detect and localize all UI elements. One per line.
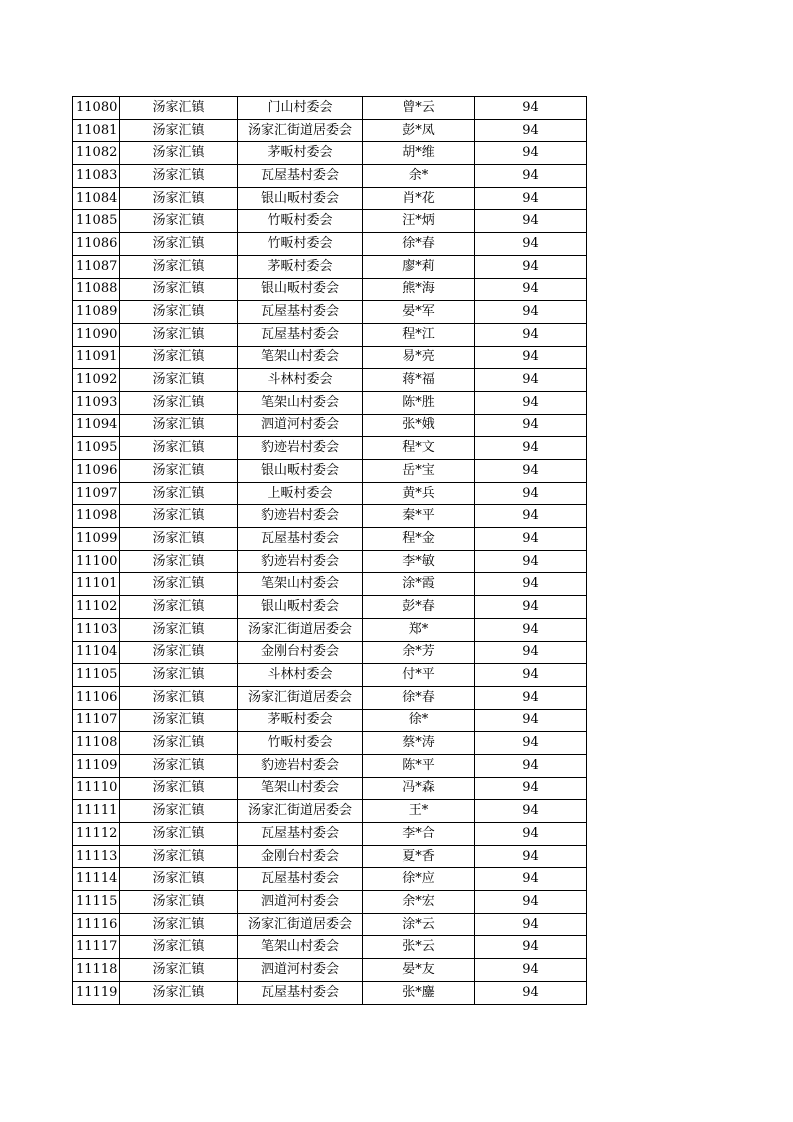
cell-village: 瓦屋基村委会 bbox=[238, 165, 363, 188]
cell-village: 瓦屋基村委会 bbox=[238, 823, 363, 846]
cell-village: 汤家汇街道居委会 bbox=[238, 119, 363, 142]
cell-id: 11093 bbox=[73, 391, 120, 414]
cell-name: 程*金 bbox=[363, 528, 475, 551]
cell-village: 笔架山村委会 bbox=[238, 936, 363, 959]
cell-id: 11089 bbox=[73, 301, 120, 324]
cell-name: 廖*莉 bbox=[363, 255, 475, 278]
cell-name: 夏*香 bbox=[363, 845, 475, 868]
cell-score: 94 bbox=[475, 573, 587, 596]
table-row bbox=[73, 255, 587, 278]
cell-town: 汤家汇镇 bbox=[120, 777, 238, 800]
cell-town: 汤家汇镇 bbox=[120, 664, 238, 687]
cell-name: 涂*云 bbox=[363, 913, 475, 936]
table-row bbox=[73, 187, 587, 210]
cell-id: 11109 bbox=[73, 754, 120, 777]
cell-score: 94 bbox=[475, 868, 587, 891]
cell-score: 94 bbox=[475, 664, 587, 687]
cell-id: 11095 bbox=[73, 437, 120, 460]
cell-score: 94 bbox=[475, 754, 587, 777]
cell-village: 金刚台村委会 bbox=[238, 845, 363, 868]
table-row bbox=[73, 959, 587, 982]
cell-village: 瓦屋基村委会 bbox=[238, 528, 363, 551]
table-row bbox=[73, 913, 587, 936]
cell-score: 94 bbox=[475, 936, 587, 959]
cell-village: 斗林村委会 bbox=[238, 664, 363, 687]
table-row bbox=[73, 891, 587, 914]
cell-name: 彭*凤 bbox=[363, 119, 475, 142]
cell-town: 汤家汇镇 bbox=[120, 913, 238, 936]
cell-score: 94 bbox=[475, 891, 587, 914]
table-body bbox=[73, 97, 587, 1005]
cell-village: 上畈村委会 bbox=[238, 482, 363, 505]
cell-score: 94 bbox=[475, 460, 587, 483]
cell-id: 11104 bbox=[73, 641, 120, 664]
cell-name: 陈*平 bbox=[363, 754, 475, 777]
cell-village: 瓦屋基村委会 bbox=[238, 301, 363, 324]
cell-id: 11092 bbox=[73, 369, 120, 392]
cell-name: 岳*宝 bbox=[363, 460, 475, 483]
cell-name: 徐* bbox=[363, 709, 475, 732]
cell-id: 11108 bbox=[73, 732, 120, 755]
cell-name: 汪*炳 bbox=[363, 210, 475, 233]
cell-name: 涂*霞 bbox=[363, 573, 475, 596]
cell-name: 程*江 bbox=[363, 323, 475, 346]
table-row bbox=[73, 664, 587, 687]
cell-id: 11103 bbox=[73, 618, 120, 641]
cell-score: 94 bbox=[475, 641, 587, 664]
cell-name: 晏*友 bbox=[363, 959, 475, 982]
table-row bbox=[73, 391, 587, 414]
table-row bbox=[73, 437, 587, 460]
cell-id: 11118 bbox=[73, 959, 120, 982]
cell-village: 瓦屋基村委会 bbox=[238, 981, 363, 1004]
table-row bbox=[73, 573, 587, 596]
cell-score: 94 bbox=[475, 913, 587, 936]
cell-village: 竹畈村委会 bbox=[238, 233, 363, 256]
table-row bbox=[73, 346, 587, 369]
cell-village: 笔架山村委会 bbox=[238, 391, 363, 414]
cell-village: 银山畈村委会 bbox=[238, 596, 363, 619]
cell-id: 11116 bbox=[73, 913, 120, 936]
cell-village: 豹迹岩村委会 bbox=[238, 505, 363, 528]
cell-score: 94 bbox=[475, 528, 587, 551]
cell-town: 汤家汇镇 bbox=[120, 936, 238, 959]
cell-town: 汤家汇镇 bbox=[120, 709, 238, 732]
cell-score: 94 bbox=[475, 550, 587, 573]
document-page bbox=[72, 96, 587, 1005]
cell-village: 茅畈村委会 bbox=[238, 142, 363, 165]
table-row bbox=[73, 981, 587, 1004]
table-row bbox=[73, 732, 587, 755]
cell-village: 汤家汇街道居委会 bbox=[238, 800, 363, 823]
cell-village: 笔架山村委会 bbox=[238, 777, 363, 800]
table-row bbox=[73, 165, 587, 188]
cell-village: 泗道河村委会 bbox=[238, 959, 363, 982]
cell-town: 汤家汇镇 bbox=[120, 233, 238, 256]
cell-name: 黄*兵 bbox=[363, 482, 475, 505]
table-row bbox=[73, 618, 587, 641]
cell-town: 汤家汇镇 bbox=[120, 278, 238, 301]
cell-village: 豹迹岩村委会 bbox=[238, 437, 363, 460]
cell-town: 汤家汇镇 bbox=[120, 959, 238, 982]
cell-score: 94 bbox=[475, 709, 587, 732]
cell-name: 张*鏖 bbox=[363, 981, 475, 1004]
cell-id: 11114 bbox=[73, 868, 120, 891]
cell-town: 汤家汇镇 bbox=[120, 369, 238, 392]
cell-town: 汤家汇镇 bbox=[120, 868, 238, 891]
cell-town: 汤家汇镇 bbox=[120, 119, 238, 142]
cell-town: 汤家汇镇 bbox=[120, 596, 238, 619]
table-row bbox=[73, 777, 587, 800]
cell-score: 94 bbox=[475, 142, 587, 165]
cell-id: 11105 bbox=[73, 664, 120, 687]
table-row bbox=[73, 369, 587, 392]
cell-id: 11119 bbox=[73, 981, 120, 1004]
cell-name: 李*合 bbox=[363, 823, 475, 846]
table-row bbox=[73, 641, 587, 664]
cell-id: 11097 bbox=[73, 482, 120, 505]
cell-village: 门山村委会 bbox=[238, 97, 363, 120]
cell-town: 汤家汇镇 bbox=[120, 142, 238, 165]
cell-name: 张*云 bbox=[363, 936, 475, 959]
cell-score: 94 bbox=[475, 346, 587, 369]
cell-town: 汤家汇镇 bbox=[120, 686, 238, 709]
cell-town: 汤家汇镇 bbox=[120, 981, 238, 1004]
cell-score: 94 bbox=[475, 97, 587, 120]
cell-score: 94 bbox=[475, 823, 587, 846]
cell-name: 王* bbox=[363, 800, 475, 823]
cell-village: 笔架山村委会 bbox=[238, 346, 363, 369]
cell-id: 11113 bbox=[73, 845, 120, 868]
cell-village: 泗道河村委会 bbox=[238, 414, 363, 437]
cell-score: 94 bbox=[475, 732, 587, 755]
cell-name: 张*娥 bbox=[363, 414, 475, 437]
cell-score: 94 bbox=[475, 686, 587, 709]
cell-town: 汤家汇镇 bbox=[120, 573, 238, 596]
cell-score: 94 bbox=[475, 210, 587, 233]
cell-id: 11111 bbox=[73, 800, 120, 823]
cell-score: 94 bbox=[475, 301, 587, 324]
cell-score: 94 bbox=[475, 800, 587, 823]
cell-id: 11087 bbox=[73, 255, 120, 278]
cell-name: 徐*应 bbox=[363, 868, 475, 891]
cell-name: 徐*春 bbox=[363, 233, 475, 256]
cell-town: 汤家汇镇 bbox=[120, 732, 238, 755]
cell-id: 11091 bbox=[73, 346, 120, 369]
cell-score: 94 bbox=[475, 596, 587, 619]
cell-village: 豹迹岩村委会 bbox=[238, 754, 363, 777]
cell-town: 汤家汇镇 bbox=[120, 482, 238, 505]
cell-village: 银山畈村委会 bbox=[238, 460, 363, 483]
cell-id: 11080 bbox=[73, 97, 120, 120]
cell-score: 94 bbox=[475, 323, 587, 346]
cell-id: 11117 bbox=[73, 936, 120, 959]
table-row bbox=[73, 414, 587, 437]
cell-score: 94 bbox=[475, 981, 587, 1004]
table-row bbox=[73, 301, 587, 324]
cell-score: 94 bbox=[475, 119, 587, 142]
cell-score: 94 bbox=[475, 391, 587, 414]
cell-id: 11083 bbox=[73, 165, 120, 188]
table-row bbox=[73, 278, 587, 301]
cell-score: 94 bbox=[475, 845, 587, 868]
table-row bbox=[73, 709, 587, 732]
table-row bbox=[73, 460, 587, 483]
cell-score: 94 bbox=[475, 233, 587, 256]
table-row bbox=[73, 210, 587, 233]
cell-village: 汤家汇街道居委会 bbox=[238, 618, 363, 641]
data-table bbox=[72, 96, 587, 1005]
cell-id: 11098 bbox=[73, 505, 120, 528]
cell-name: 程*文 bbox=[363, 437, 475, 460]
table-row bbox=[73, 868, 587, 891]
cell-id: 11096 bbox=[73, 460, 120, 483]
cell-village: 泗道河村委会 bbox=[238, 891, 363, 914]
cell-village: 汤家汇街道居委会 bbox=[238, 913, 363, 936]
cell-village: 银山畈村委会 bbox=[238, 187, 363, 210]
cell-town: 汤家汇镇 bbox=[120, 301, 238, 324]
cell-id: 11088 bbox=[73, 278, 120, 301]
cell-name: 熊*海 bbox=[363, 278, 475, 301]
cell-name: 蒋*福 bbox=[363, 369, 475, 392]
cell-town: 汤家汇镇 bbox=[120, 165, 238, 188]
cell-score: 94 bbox=[475, 414, 587, 437]
cell-id: 11086 bbox=[73, 233, 120, 256]
cell-town: 汤家汇镇 bbox=[120, 346, 238, 369]
cell-town: 汤家汇镇 bbox=[120, 391, 238, 414]
cell-score: 94 bbox=[475, 482, 587, 505]
cell-town: 汤家汇镇 bbox=[120, 323, 238, 346]
cell-score: 94 bbox=[475, 165, 587, 188]
cell-village: 笔架山村委会 bbox=[238, 573, 363, 596]
cell-name: 蔡*涛 bbox=[363, 732, 475, 755]
cell-town: 汤家汇镇 bbox=[120, 823, 238, 846]
cell-town: 汤家汇镇 bbox=[120, 550, 238, 573]
cell-score: 94 bbox=[475, 777, 587, 800]
table-row bbox=[73, 233, 587, 256]
cell-id: 11082 bbox=[73, 142, 120, 165]
cell-town: 汤家汇镇 bbox=[120, 800, 238, 823]
cell-name: 余*芳 bbox=[363, 641, 475, 664]
table-row bbox=[73, 754, 587, 777]
table-row bbox=[73, 936, 587, 959]
cell-village: 银山畈村委会 bbox=[238, 278, 363, 301]
cell-town: 汤家汇镇 bbox=[120, 255, 238, 278]
cell-town: 汤家汇镇 bbox=[120, 528, 238, 551]
cell-town: 汤家汇镇 bbox=[120, 845, 238, 868]
cell-id: 11099 bbox=[73, 528, 120, 551]
cell-village: 豹迹岩村委会 bbox=[238, 550, 363, 573]
cell-score: 94 bbox=[475, 437, 587, 460]
cell-id: 11106 bbox=[73, 686, 120, 709]
cell-score: 94 bbox=[475, 278, 587, 301]
table-row bbox=[73, 550, 587, 573]
cell-id: 11112 bbox=[73, 823, 120, 846]
table-row bbox=[73, 800, 587, 823]
cell-town: 汤家汇镇 bbox=[120, 414, 238, 437]
cell-town: 汤家汇镇 bbox=[120, 891, 238, 914]
cell-name: 徐*春 bbox=[363, 686, 475, 709]
cell-id: 11115 bbox=[73, 891, 120, 914]
cell-name: 晏*军 bbox=[363, 301, 475, 324]
table-row bbox=[73, 823, 587, 846]
cell-id: 11101 bbox=[73, 573, 120, 596]
table-row bbox=[73, 142, 587, 165]
cell-score: 94 bbox=[475, 255, 587, 278]
cell-town: 汤家汇镇 bbox=[120, 187, 238, 210]
cell-id: 11081 bbox=[73, 119, 120, 142]
cell-village: 竹畈村委会 bbox=[238, 732, 363, 755]
table-row bbox=[73, 119, 587, 142]
cell-town: 汤家汇镇 bbox=[120, 618, 238, 641]
cell-name: 曾*云 bbox=[363, 97, 475, 120]
cell-id: 11085 bbox=[73, 210, 120, 233]
cell-name: 陈*胜 bbox=[363, 391, 475, 414]
cell-town: 汤家汇镇 bbox=[120, 754, 238, 777]
cell-name: 付*平 bbox=[363, 664, 475, 687]
cell-name: 肖*花 bbox=[363, 187, 475, 210]
cell-score: 94 bbox=[475, 187, 587, 210]
cell-village: 茅畈村委会 bbox=[238, 709, 363, 732]
cell-town: 汤家汇镇 bbox=[120, 437, 238, 460]
cell-score: 94 bbox=[475, 369, 587, 392]
cell-id: 11090 bbox=[73, 323, 120, 346]
cell-id: 11107 bbox=[73, 709, 120, 732]
cell-village: 斗林村委会 bbox=[238, 369, 363, 392]
cell-name: 冯*森 bbox=[363, 777, 475, 800]
cell-town: 汤家汇镇 bbox=[120, 210, 238, 233]
table-row bbox=[73, 323, 587, 346]
cell-village: 金刚台村委会 bbox=[238, 641, 363, 664]
table-row bbox=[73, 686, 587, 709]
cell-village: 瓦屋基村委会 bbox=[238, 323, 363, 346]
cell-village: 瓦屋基村委会 bbox=[238, 868, 363, 891]
table-row bbox=[73, 596, 587, 619]
cell-village: 汤家汇街道居委会 bbox=[238, 686, 363, 709]
table-row bbox=[73, 505, 587, 528]
cell-id: 11100 bbox=[73, 550, 120, 573]
cell-village: 茅畈村委会 bbox=[238, 255, 363, 278]
cell-score: 94 bbox=[475, 505, 587, 528]
cell-town: 汤家汇镇 bbox=[120, 97, 238, 120]
cell-name: 彭*春 bbox=[363, 596, 475, 619]
cell-town: 汤家汇镇 bbox=[120, 641, 238, 664]
cell-village: 竹畈村委会 bbox=[238, 210, 363, 233]
cell-name: 秦*平 bbox=[363, 505, 475, 528]
table-row bbox=[73, 845, 587, 868]
cell-name: 余*宏 bbox=[363, 891, 475, 914]
cell-town: 汤家汇镇 bbox=[120, 505, 238, 528]
cell-name: 郑* bbox=[363, 618, 475, 641]
cell-id: 11102 bbox=[73, 596, 120, 619]
cell-score: 94 bbox=[475, 959, 587, 982]
cell-id: 11110 bbox=[73, 777, 120, 800]
table-row bbox=[73, 528, 587, 551]
cell-name: 易*亮 bbox=[363, 346, 475, 369]
cell-town: 汤家汇镇 bbox=[120, 460, 238, 483]
cell-name: 胡*维 bbox=[363, 142, 475, 165]
cell-id: 11084 bbox=[73, 187, 120, 210]
table-row bbox=[73, 482, 587, 505]
cell-score: 94 bbox=[475, 618, 587, 641]
table-row bbox=[73, 97, 587, 120]
cell-name: 余* bbox=[363, 165, 475, 188]
cell-id: 11094 bbox=[73, 414, 120, 437]
cell-name: 李*敏 bbox=[363, 550, 475, 573]
